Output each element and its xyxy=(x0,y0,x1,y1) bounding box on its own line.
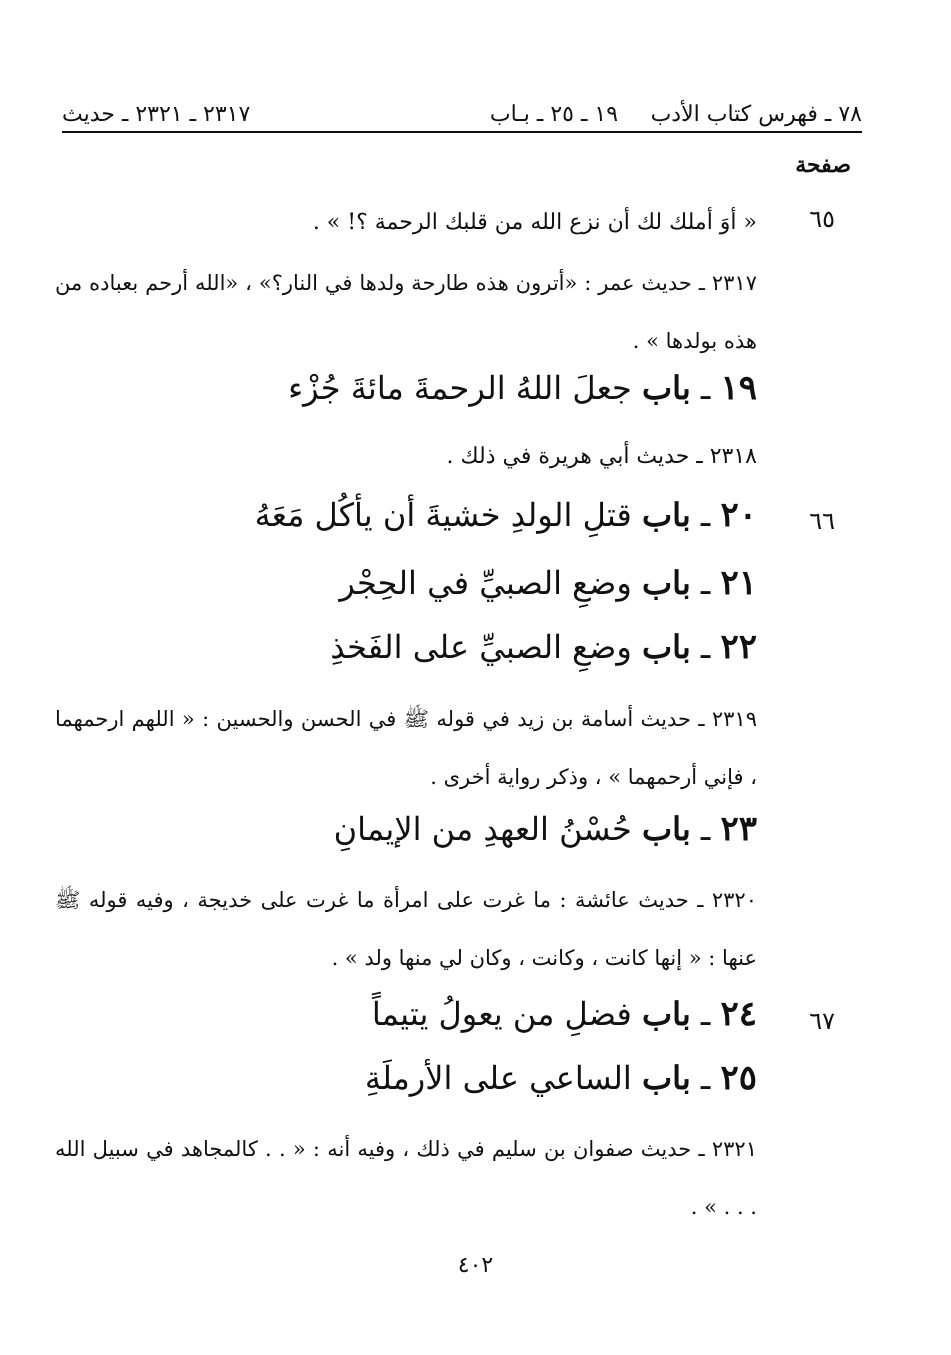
bab-number: ١٩ xyxy=(720,368,757,408)
page-ref-67: ٦٧ xyxy=(809,1007,835,1035)
hadith-2318: ٢٣١٨ ـ حديث أبي هريرة في ذلك . xyxy=(446,444,757,469)
bab-title: الساعي على الأرملَةِ xyxy=(364,1059,632,1097)
hadith-2320: ٢٣٢٠ ـ حديث عائشة : ما غرت على امرأة ما غرت على خديجة ، وفيه قوله ﷺ عنها : « إنها كانت ، وكانت ، وكان لي منها ولد » . xyxy=(55,888,757,970)
quote-line: « أوَ أملك لك أن نزع الله من قلبك الرحمة ؟! » . xyxy=(312,210,757,235)
bab-title: جعلَ اللهُ الرحمةَ مائةَ جُزْء xyxy=(288,369,632,407)
bab-number: ٢٠ xyxy=(720,495,757,535)
bab-number: ٢٤ xyxy=(720,994,757,1034)
header-rule xyxy=(62,131,862,133)
bab-word: باب xyxy=(641,369,691,407)
page-number: ٤٠٢ xyxy=(457,1253,494,1278)
bab-title: وضعِ الصبيِّ في الحِجْر xyxy=(339,564,632,602)
running-header xyxy=(62,96,862,136)
bab-word: باب xyxy=(641,810,691,848)
page-ref-65: ٦٥ xyxy=(809,205,835,233)
page-column-label: صفحة xyxy=(795,152,851,178)
page-ref-66: ٦٦ xyxy=(809,507,835,535)
hadith-2321: ٢٣٢١ ـ حديث صفوان بن سليم في ذلك ، وفيه أنه : « . . كالمجاهد في سبيل الله . . . » . xyxy=(55,1137,757,1219)
bab-title: فضلِ من يعولُ يتيماً xyxy=(371,995,632,1033)
bab-heading-23: ٢٣ ـ باب حُسْنُ العهدِ من الإيمانِ xyxy=(333,809,757,849)
bab-heading-20: ٢٠ ـ باب قتلِ الولدِ خشيةَ أن يأكُل مَعَهُ xyxy=(254,495,757,535)
bab-heading-19: ١٩ ـ باب جعلَ اللهُ الرحمةَ مائةَ جُزْء xyxy=(288,368,757,408)
header-hadith-range: ٢٣١٧ ـ ٢٣٢١ ـ حديث xyxy=(62,102,251,127)
bab-number: ٢١ xyxy=(720,563,757,603)
bab-title: حُسْنُ العهدِ من الإيمانِ xyxy=(333,810,632,848)
bab-word: باب xyxy=(641,995,691,1033)
bab-heading-22: ٢٢ ـ باب وضعِ الصبيِّ على الفَخذِ xyxy=(330,627,757,667)
bab-number: ٢٣ xyxy=(720,809,757,849)
bab-heading-25: ٢٥ ـ باب الساعي على الأرملَةِ xyxy=(364,1058,757,1098)
hadith-2317: ٢٣١٧ ـ حديث عمر : «أترون هذه طارحة ولدها في النار؟» ، «الله أرحم بعباده من هذه بولدها » . xyxy=(55,271,757,353)
bab-title: وضعِ الصبيِّ على الفَخذِ xyxy=(330,628,632,666)
header-chapters-range: ١٩ ـ ٢٥ ـ بـاب xyxy=(489,102,619,127)
hadith-2319: ٢٣١٩ ـ حديث أسامة بن زيد في قوله ﷺ في الحسن والحسين : « اللهم ارحمهما ، فإني أرحمهما » ، وذكر رواية أخرى . xyxy=(55,707,757,789)
bab-word: باب xyxy=(641,564,691,602)
bab-number: ٢٢ xyxy=(720,627,757,667)
bab-word: باب xyxy=(641,1059,691,1097)
bab-title: قتلِ الولدِ خشيةَ أن يأكُل مَعَهُ xyxy=(254,496,632,534)
bab-word: باب xyxy=(641,628,691,666)
header-chapter: ٧٨ ـ فهرس كتاب الأدب xyxy=(650,102,862,127)
bab-heading-21: ٢١ ـ باب وضعِ الصبيِّ في الحِجْر xyxy=(339,563,757,603)
bab-heading-24: ٢٤ ـ باب فضلِ من يعولُ يتيماً xyxy=(371,994,757,1034)
bab-word: باب xyxy=(641,496,691,534)
bab-number: ٢٥ xyxy=(720,1058,757,1098)
